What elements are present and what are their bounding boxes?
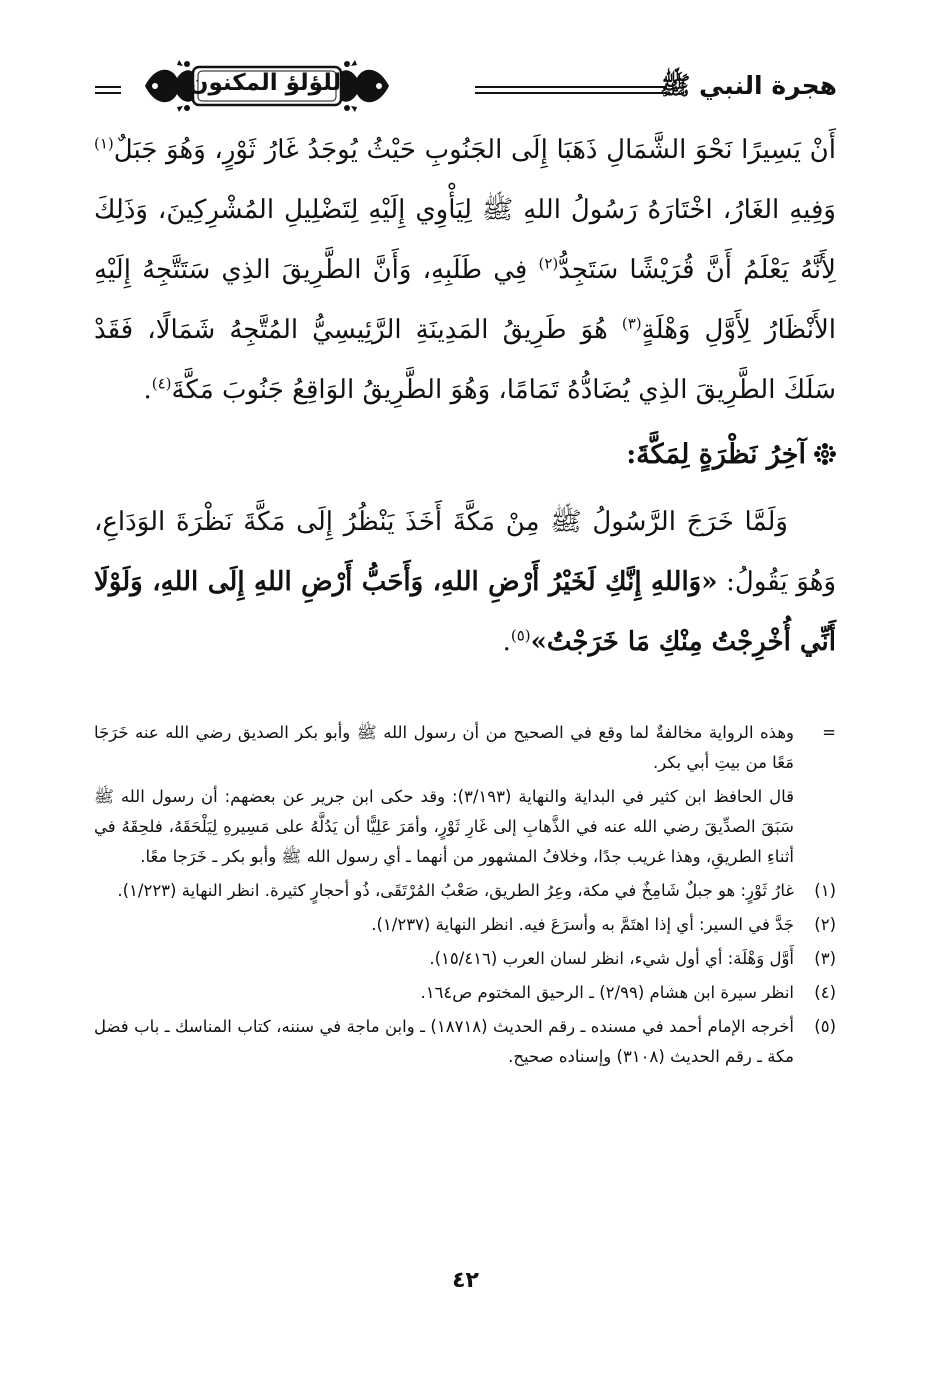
para1-part-d: هُوَ طَرِيقُ المَدِينَةِ الرَّئِيسِيُّ المُتَّجِهُ شَمَالًا، فَقَدْ سَلَكَ الطَّرِيقَ الذِي يُضَادُّهُ تَمَامًا، وَهُوَ الطَّرِيقُ الوَاقِعُ جَنُوبَ مَكَّةَ (94, 315, 836, 405)
footnote-marker: (٢) (814, 915, 836, 934)
footnote-ref-5[interactable]: (٥) (510, 626, 531, 645)
para1-end: . (143, 375, 152, 405)
section-title-text: آخِرُ نَظْرَةٍ لِمَكَّةَ: (626, 439, 806, 470)
book-title: اللؤلؤ المكنون (188, 70, 349, 96)
footnote-5 (94, 1012, 836, 1072)
footnote-3 (94, 944, 836, 974)
footnote-text: غارُ ثَوْرٍ: هو جبلٌ شَامِخٌ في مكة، وعِرُ الطريق، صَعْبُ المُرْتَقَى، ذُو أحجارٍ كثيرة. انظر النهاية (١/٢٢٣). (117, 881, 794, 900)
para2-part-a: وَلَمَّا خَرَجَ الرَّسُولُ ﷺ مِنْ مَكَّةَ أَخَذَ يَنْظُرُ إِلَى مَكَّةَ نَظْرَةَ الوَدَاعِ، وَهُوَ يَقُولُ: (94, 507, 836, 597)
footnote-marker: (١) (814, 881, 836, 900)
para1-part-b: وَفِيهِ الغَارُ، اخْتَارَهُ رَسُولُ اللهِ ﷺ لِيَأْوِي إِلَيْهِ لِتَضْلِيلِ المُشْرِكِينَ، وَذَلِكَ لِأَنَّهُ يَعْلَمُ أَنَّ قُرَيْشًا سَتَجِدُّ (94, 195, 836, 285)
hadith-quote: «وَاللهِ إِنَّكِ لَخَيْرُ أَرْضِ اللهِ، وَأَحَبُّ أَرْضِ اللهِ إِلَى اللهِ، وَلَوْلَا أَنِّي أُخْرِجْتُ مِنْكِ مَا خَرَجْتُ» (94, 567, 836, 657)
para2-end: . (502, 627, 511, 657)
header-rule-right (475, 86, 667, 94)
footnote-text: انظر سيرة ابن هشام (٢/٩٩) ـ الرحيق المختوم ص١٦٤. (420, 983, 794, 1002)
para1-part-a: أَنْ يَسِيرًا نَحْوَ الشَّمَالِ ذَهَبَا إِلَى الجَنُوبِ حَيْثُ يُوجَدُ غَارُ ثَوْرٍ، وَهُوَ جَبَلٌ (113, 135, 836, 165)
footnote-text: أخرجه الإمام أحمد في مسنده ـ رقم الحديث (١٨٧١٨) ـ وابن ماجة في سننه، كتاب المناسك ـ باب فضل مكة ـ رقم الحديث (٣١٠٨) وإسناده صحيح. (94, 1017, 794, 1066)
footnote-continuation (94, 718, 836, 778)
para1-part-c: فِي طَلَبِهِ، وَأَنَّ الطَّرِيقَ الذِي سَتَتَّجِهُ إِلَيْهِ الأَنْظَارُ لِأَوَّلِ وَهْلَةٍ (94, 255, 836, 345)
header-rule-left (95, 86, 121, 94)
footnote-ref-4[interactable]: (٤) (151, 374, 172, 393)
footnote-continuation-2: قال الحافظ ابن كثير في البداية والنهاية (٣/١٩٣): وقد حكى ابن جرير عن بعضهم: أن رسول الله ﷺ سَبَقَ الصدِّيقَ رضي الله عنه في الذَّهابِ إلى غَارِ ثَوْرٍ، وأمَرَ عَلِيًّا أن يَدُلَّهُ على مَسِيرهِ لِيَلْحَقَهُ، فلحِقَهُ في أثناءِ الطريقِ، وهذا غريب جدًا، وخلافُ المشهور من أنهما ـ أي رسول الله ﷺ وأبو بكر ـ خَرَجا معًا. (94, 787, 795, 866)
footnotes-section (94, 718, 836, 1076)
chapter-title: هجرة النبي ﷺ (660, 71, 837, 100)
footnote-ref-3[interactable]: (٣) (621, 314, 642, 333)
page-number: ٤٢ (452, 1268, 479, 1293)
footnote-marker: (٥) (814, 1017, 836, 1036)
continuation-marker: = (822, 723, 836, 742)
continuation-text-1: وهذه الرواية مخالفةٌ لما وقع في الصحيح من أن رسول الله ﷺ وأبو بكر الصديق رضي الله عنه خَرَجَا مَعًا من بيتِ أبي بكر. (94, 723, 794, 772)
floral-ornament-icon (814, 443, 836, 465)
footnote-marker: (٤) (814, 983, 836, 1002)
paragraph-2 (94, 492, 836, 672)
footnote-text: أَوَّل وَهْلَة: أي أول شيء، انظر لسان العرب (١٥/٤١٦). (429, 949, 794, 968)
footnote-marker: (٣) (814, 949, 836, 968)
footnote-2 (94, 910, 836, 940)
footnote-4 (94, 978, 836, 1008)
main-text (94, 120, 836, 672)
footnote-text: جَدَّ في السير: أي إذا اهتَمَّ به وأسرَعَ فيه. انظر النهاية (١/٢٣٧). (371, 915, 794, 934)
footnote-ref-2[interactable]: (٢) (538, 254, 559, 273)
book-title-badge (143, 58, 391, 114)
footnote-ref-1[interactable]: (١) (94, 134, 114, 153)
paragraph-1 (94, 120, 836, 420)
page-header (95, 56, 837, 118)
footnote-1 (94, 876, 836, 906)
section-heading (94, 424, 836, 486)
